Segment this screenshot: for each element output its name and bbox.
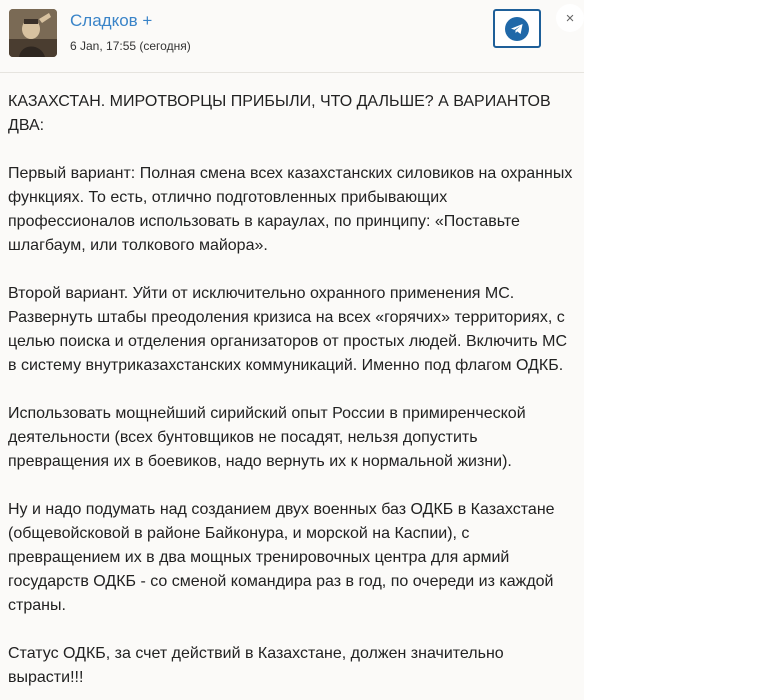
- close-button[interactable]: [556, 4, 584, 32]
- post-paragraph: Первый вариант: Полная смена всех казахстанских силовиков на охранных функциях. То есть, отлично подготовленных прибывающих профессионалов использовать в караулах, по принципу: «Поставьте шлагбаум, или толкового майора».: [8, 165, 573, 254]
- post-header: [0, 0, 584, 73]
- post-body: [8, 90, 578, 700]
- post-paragraph: Ну и надо подумать над созданием двух военных баз ОДКБ в Казахстане (общевойсковой в районе Байконура, и морской на Каспии), с превращением их в два мощных тренировочных центра для армий государств ОДКБ - со сменой командира раз в год, по очереди из каждой страны.: [8, 501, 555, 614]
- post-paragraph: Статус ОДКБ, за счет действий в Казахстане, должен значительно вырасти!!!: [8, 645, 504, 686]
- author-name[interactable]: Сладков +: [70, 11, 153, 30]
- post-date: 6 Jan, 17:55 (сегодня): [70, 39, 191, 53]
- post-paragraph: Использовать мощнейший сирийский опыт России в примиренческой деятельности (всех бунтовщиков не посадят, нельзя допустить превращения их в боевиков, надо вернуть их к нормальной жизни).: [8, 405, 526, 470]
- telegram-icon: [505, 17, 529, 41]
- telegram-button[interactable]: [493, 9, 541, 48]
- avatar[interactable]: [9, 9, 57, 57]
- post-paragraph-title: КАЗАХСТАН. МИРОТВОРЦЫ ПРИБЫЛИ, ЧТО ДАЛЬШЕ? А ВАРИАНТОВ ДВА:: [8, 93, 551, 134]
- close-icon: ×: [565, 9, 575, 27]
- post-paragraph: Второй вариант. Уйти от исключительно охранного применения МС. Развернуть штабы преодоления кризиса на всех «горячих» территориях, с целью поиска и отделения организаторов от простых людей. Включить МС в систему внутриказахстанских коммуникаций. Именно под флагом ОДКБ.: [8, 285, 568, 374]
